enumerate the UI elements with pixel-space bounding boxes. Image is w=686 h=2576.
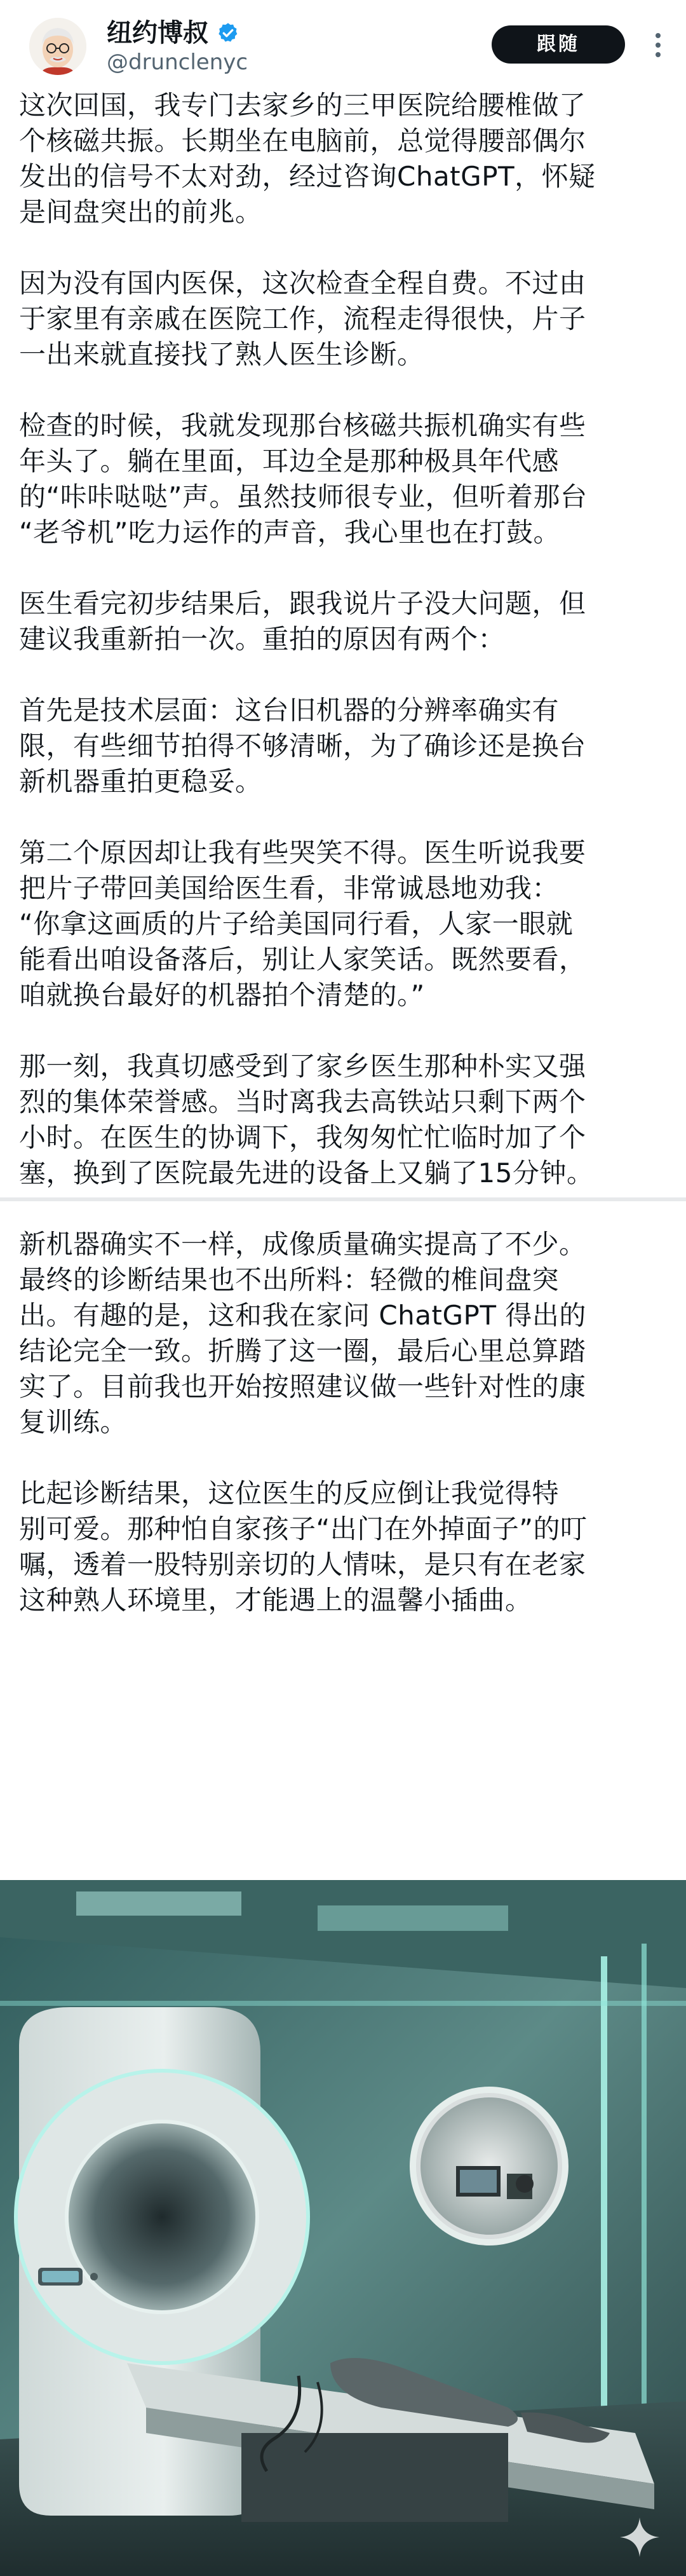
post-paragraph: 检查的时候，我就发现那台核磁共振机确实有些 年头了。躺在里面，耳边全是那种极具年代感 的“咔咔哒哒”声。虽然技师很专业，但听着那台 “老爷机”吃力运作的声音，我心里也在打鼓。	[19, 410, 588, 548]
author-name-row	[107, 18, 239, 48]
post-paragraph: 医生看完初步结果后，跟我说片子没大问题，但 建议我重新拍一次。重拍的原因有两个：	[19, 588, 586, 655]
mri-room-photo[interactable]	[0, 1880, 686, 2576]
post-paragraph: 那一刻，我真切感受到了家乡医生那种朴实又强 烈的集体荣誉感。当时离我去高铁站只剩下两个 小时。在医生的协调下，我匆匆忙忙临时加了个 塞，换到了医院最先进的设备上又躺了15分钟。	[19, 1051, 594, 1189]
post-paragraph: 首先是技术层面：这台旧机器的分辨率确实有 限，有些细节拍得不够清晰，为了确诊还是换台 新机器重拍更稳妥。	[19, 695, 586, 797]
more-options-icon[interactable]	[645, 29, 671, 61]
post-header	[0, 0, 686, 81]
verified-badge-icon	[217, 22, 239, 44]
follow-button[interactable]: 跟随	[492, 25, 625, 64]
sparkle-icon	[617, 2515, 662, 2559]
post-paragraph: 新机器确实不一样，成像质量确实提高了不少。 最终的诊断结果也不出所料：轻微的椎间盘突 出。有趣的是，这和我在家问 ChatGPT 得出的 结论完全一致。折腾了这一圈，最后心里总算踏 实了。目前我也开始按照建议做一些针对性的康 复训练。	[19, 1229, 586, 1438]
user-handle[interactable]: @drunclenyc	[107, 50, 248, 75]
screenshot-seam	[0, 1197, 686, 1201]
post-body	[19, 88, 667, 1618]
post-paragraph: 第二个原因却让我有些哭笑不得。医生听说我要 把片子带回美国给医生看，非常诚恳地劝我： “你拿这画质的片子给美国同行看，人家一眼就 能看出咱设备落后，别让人家笑话。既然要看， 咱就换台最好的机器拍个清楚的。”	[19, 837, 586, 1011]
post-paragraph: 比起诊断结果，这位医生的反应倒让我觉得特 别可爱。那种怕自家孩子“出门在外掉面子”的叮 嘱，透着一股特别亲切的人情味，是只有在老家 这种熟人环境里，才能遇上的温馨小插曲。	[19, 1478, 588, 1616]
display-name[interactable]: 纽约博叔	[107, 18, 208, 48]
post-paragraph: 因为没有国内医保，这次检查全程自费。不过由 于家里有亲戚在医院工作，流程走得很快，片子 一出来就直接找了熟人医生诊断。	[19, 268, 586, 370]
avatar[interactable]	[29, 18, 86, 75]
post-paragraph: 这次回国，我专门去家乡的三甲医院给腰椎做了 个核磁共振。长期坐在电脑前，总觉得腰部偶尔 发出的信号不太对劲，经过咨询ChatGPT，怀疑 是间盘突出的前兆。	[19, 90, 596, 228]
